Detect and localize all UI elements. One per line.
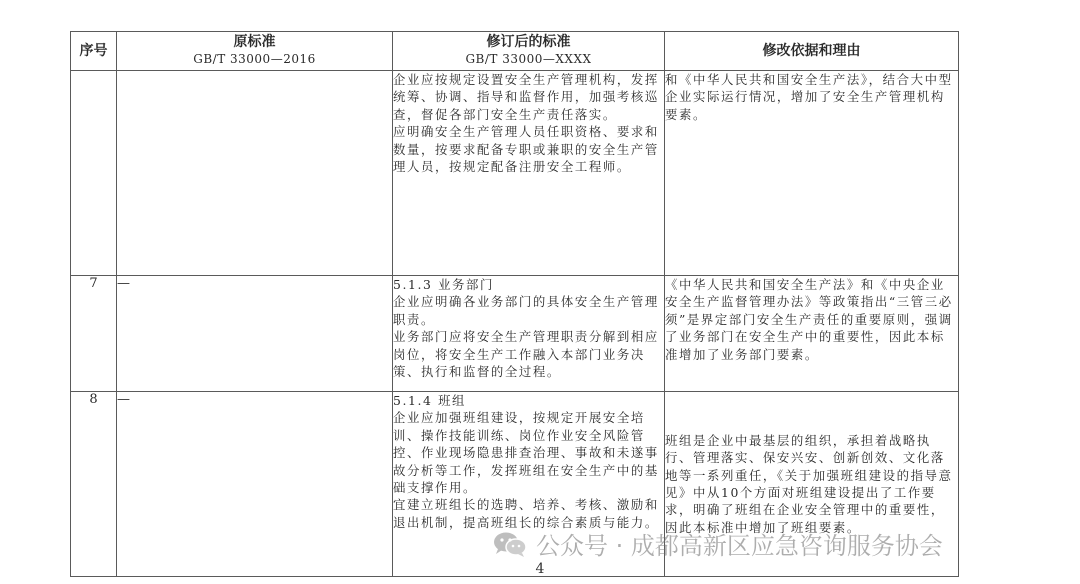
header-no: 序号: [71, 32, 117, 71]
table-row: [71, 276, 959, 392]
revised-paragraph: 应明确安全生产管理人员任职资格、要求和数量，按要求配备专职或兼职的安全生产管理人员，按规定配备注册安全工程师。: [393, 124, 659, 175]
row-number: 8: [71, 392, 117, 577]
revised-paragraph: 企业应明确各业务部门的具体安全生产管理职责。: [393, 294, 659, 327]
header-revised: 修订后的标准 GB/T 33000—XXXX: [393, 32, 665, 71]
original-standard-cell: [117, 71, 393, 276]
header-original: 原标准 GB/T 33000—2016: [117, 32, 393, 71]
wechat-icon: [492, 531, 528, 557]
clause-heading: 5.1.4 班组: [393, 393, 467, 408]
revised-standard-cell: [393, 276, 665, 392]
original-standard-cell: —: [117, 392, 393, 577]
wechat-watermark: [492, 526, 943, 561]
row-number: [71, 71, 117, 276]
reason-paragraph: 班组是企业中最基层的组织，承担着战略执行、管理落实、保安兴安、创新创效、文化落地等一系列重任，《关于加强班组建设的指导意见》中从10个方面对班组建设提出了工作要求，明确了班组在企业安全管理中的重要性，因此本标准中增加了班组要素。: [665, 432, 953, 535]
revised-paragraph: 宜建立班组长的选聘、培养、考核、激励和退出机制，提高班组长的综合素质与能力。: [393, 497, 659, 530]
page-number: 4: [535, 561, 545, 577]
revised-paragraph: 企业应加强班组建设，按规定开展安全培训、操作技能训练、岗位作业安全风险管控、作业现场隐患排查治理、事故和未遂事故分析等工作，发挥班组在安全生产中的基础支撑作用。: [393, 410, 659, 496]
revised-standard-cell: [393, 71, 665, 276]
revised-paragraph: 企业应按规定设置安全生产管理机构，发挥统筹、协调、指导和监督作用，加强考核巡查，督促各部门安全生产责任落实。: [393, 72, 659, 122]
header-reason: 修改依据和理由: [665, 32, 959, 71]
reason-cell: [665, 71, 959, 276]
standard-revision-table: [70, 31, 959, 577]
table-header-row: [71, 32, 959, 71]
header-revised-code: GB/T 33000—XXXX: [465, 52, 592, 66]
row-number: 7: [71, 276, 117, 392]
reason-cell: [665, 276, 959, 392]
clause-heading: 5.1.3 业务部门: [393, 277, 495, 292]
revised-paragraph: 业务部门应将安全生产管理职责分解到相应岗位，将安全生产工作融入本部门业务决策、执行和监督的全过程。: [393, 329, 659, 380]
original-standard-cell: —: [117, 276, 393, 392]
reason-paragraph: 《中华人民共和国安全生产法》和《中央企业安全生产监督管理办法》等政策指出“三管三必须”是界定部门安全生产责任的重要原则，强调了业务部门在安全生产中的重要性，因此本标准增加了业务部门要素。: [665, 277, 953, 362]
table-row: [71, 71, 959, 276]
header-original-code: GB/T 33000—2016: [193, 52, 316, 66]
watermark-text: 公众号 · 成都高新区应急咨询服务协会: [536, 532, 943, 560]
reason-paragraph: 和《中华人民共和国安全生产法》，结合大中型企业实际运行情况，增加了安全生产管理机构要素。: [665, 72, 953, 122]
